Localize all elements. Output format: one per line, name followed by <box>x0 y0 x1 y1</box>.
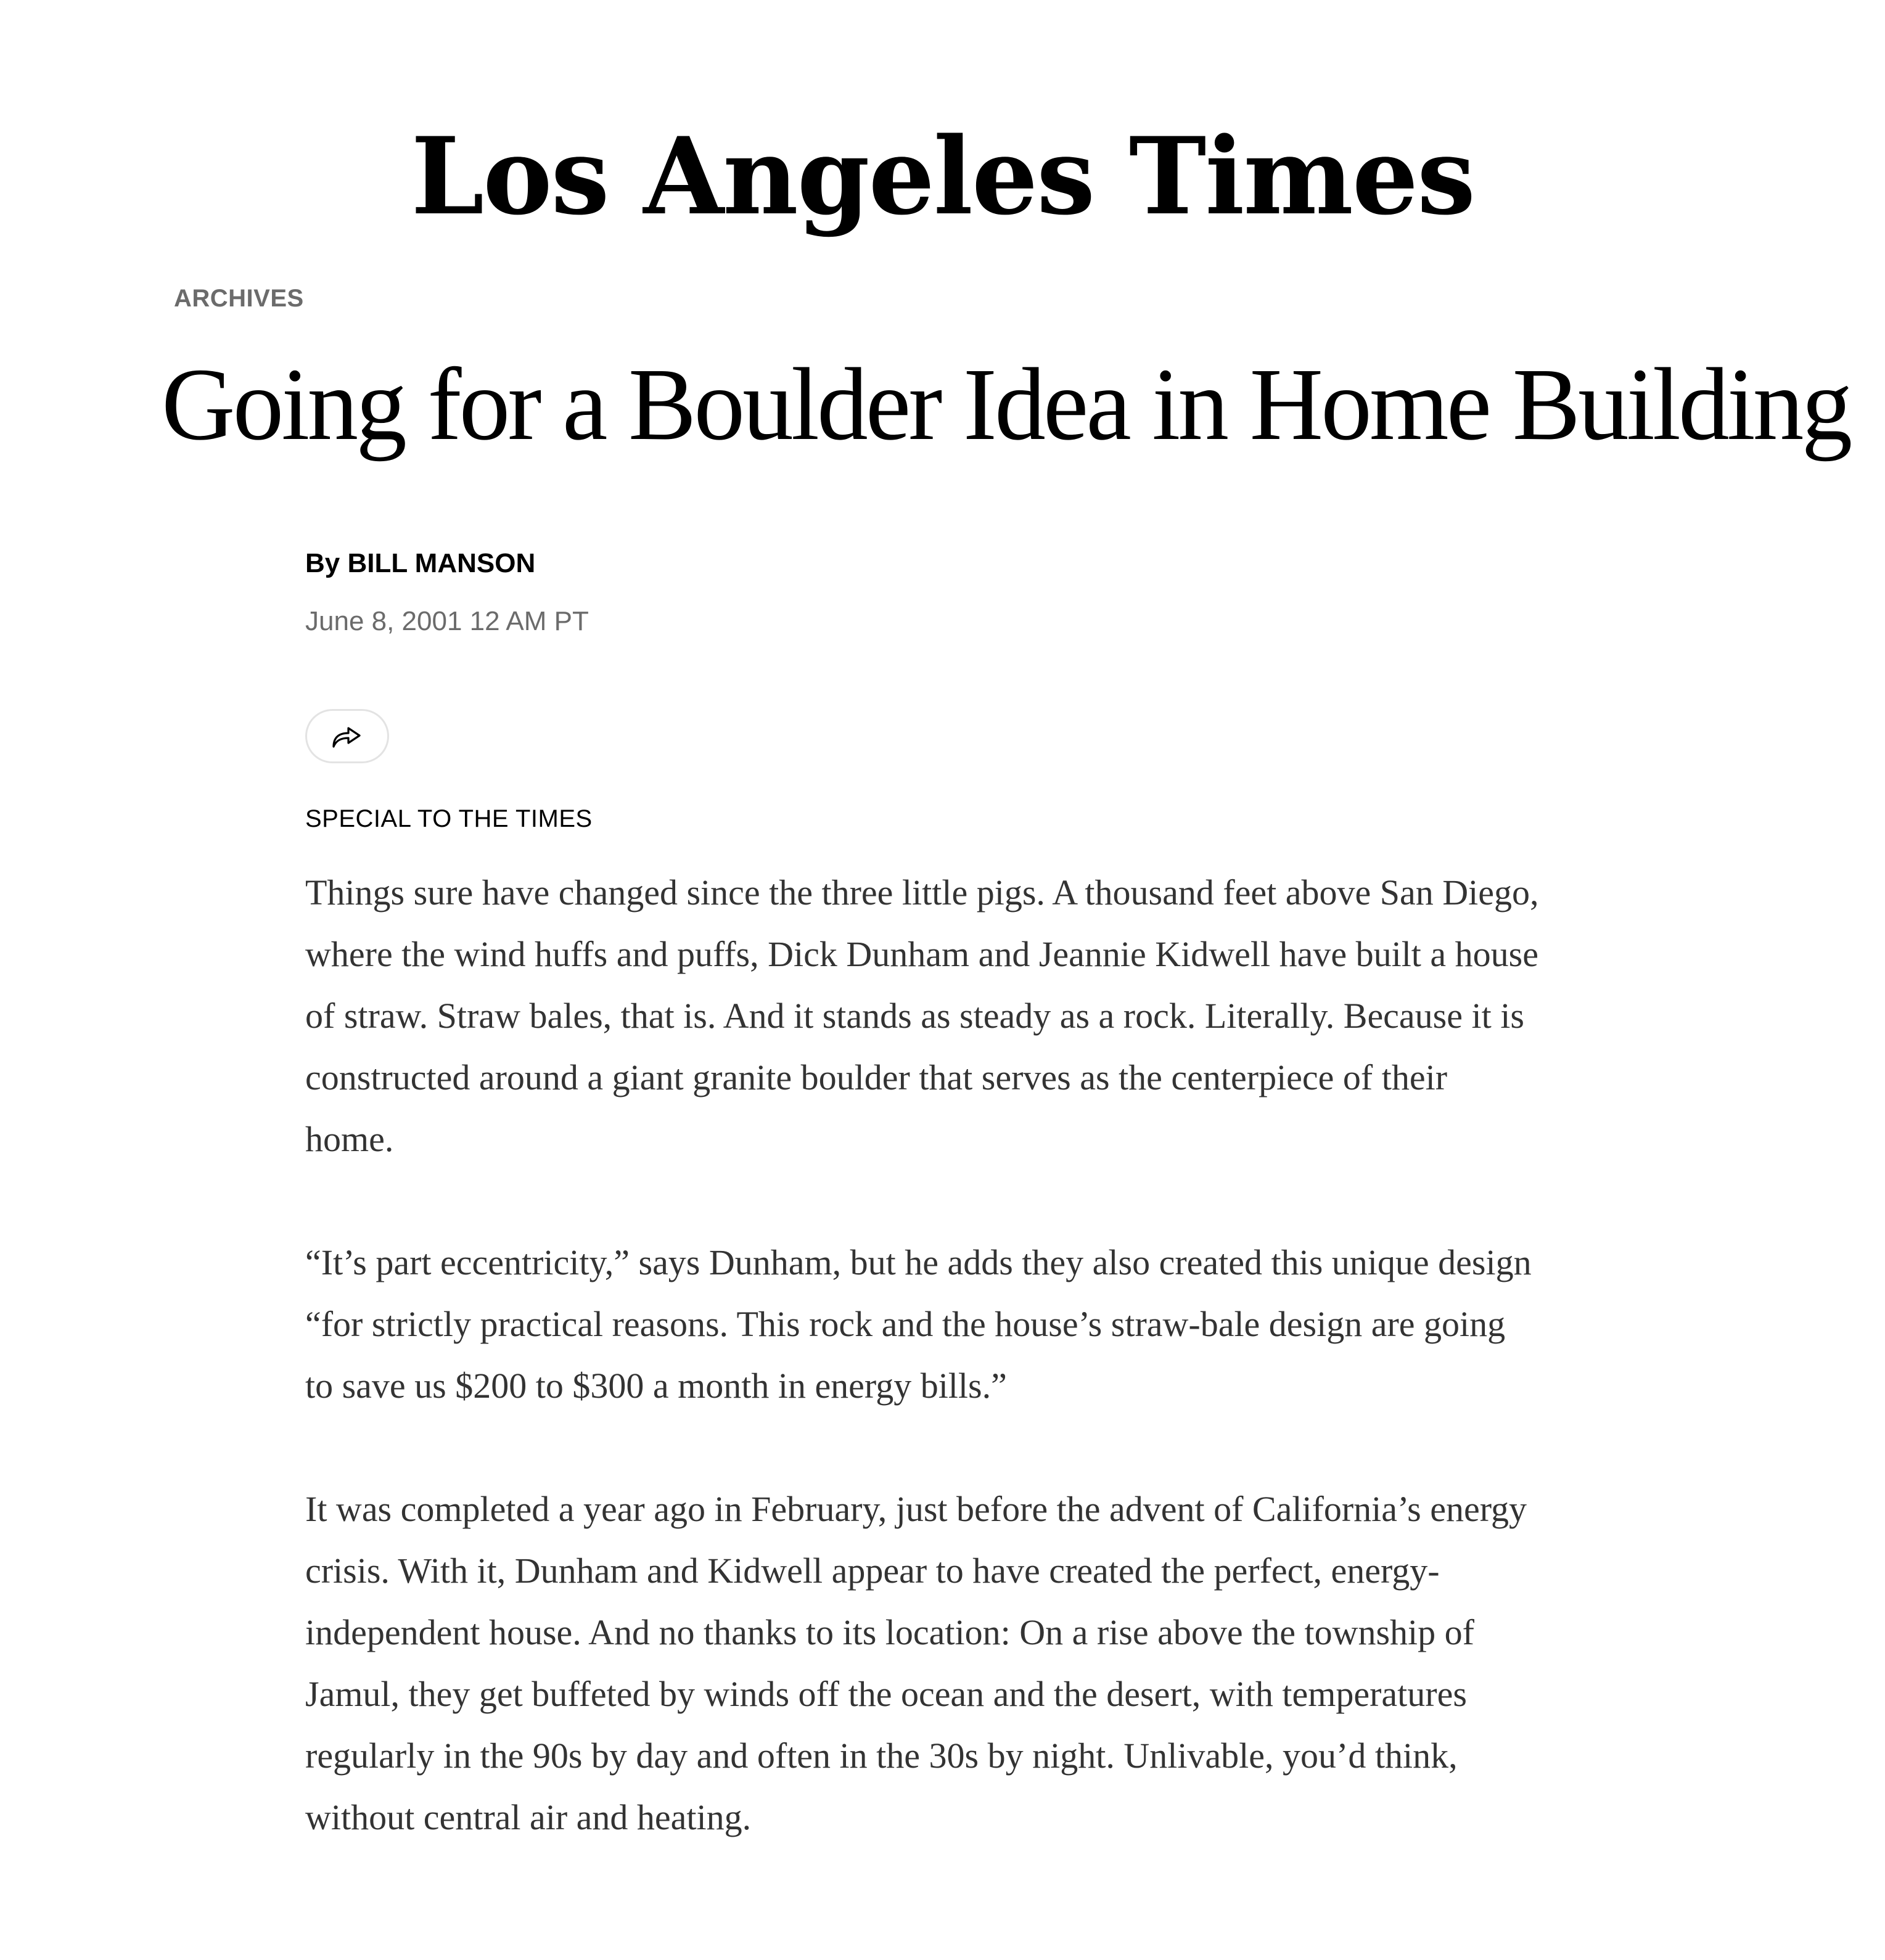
paragraph-line: regularly in the 90s by day and often in the 30s by night. Unlivable, you’d think, <box>305 1736 1458 1776</box>
paragraph-line: It was completed a year ago in February, just before the advent of California’s energy <box>305 1489 1527 1529</box>
paragraph-line: constructed around a giant granite boulder that serves as the centerpiece of their <box>305 1057 1448 1097</box>
publish-date: June 8, 2001 12 AM PT <box>305 606 589 636</box>
paragraph-line: to save us $200 to $300 a month in energy bills.” <box>305 1366 1007 1406</box>
article-paragraph-2 <box>305 1232 1711 1417</box>
paragraph-line: Jamul, they get buffeted by winds off the ocean and the desert, with temperatures <box>305 1674 1467 1714</box>
article-body <box>305 795 1711 1848</box>
share-button[interactable] <box>305 709 389 763</box>
article-paragraph-3 <box>305 1478 1711 1848</box>
paragraph-line: crisis. With it, Dunham and Kidwell appear to have created the perfect, energy- <box>305 1551 1440 1591</box>
paragraph-line: “It’s part eccentricity,” says Dunham, but he adds they also created this unique design <box>305 1242 1532 1282</box>
byline-block <box>305 543 1723 635</box>
paragraph-line: “for strictly practical reasons. This rock and the house’s straw-bale design are going <box>305 1304 1506 1344</box>
author-link[interactable]: BILL MANSON <box>347 548 536 578</box>
byline <box>305 550 1723 577</box>
paragraph-line: without central air and heating. <box>305 1797 752 1837</box>
article-headline: Going for a Boulder Idea in Home Building <box>162 347 1850 462</box>
masthead <box>0 113 1885 239</box>
paragraph-line: home. <box>305 1119 394 1159</box>
section-label-archives[interactable]: ARCHIVES <box>174 285 304 312</box>
share-arrow-icon <box>329 720 366 753</box>
paragraph-line: where the wind huffs and puffs, Dick Dunham and Jeannie Kidwell have built a house <box>305 934 1538 974</box>
site-logo[interactable]: Los Angeles Times <box>411 113 1474 239</box>
paragraph-line: Things sure have changed since the three little pigs. A thousand feet above San Diego, <box>305 872 1539 912</box>
paragraph-line: of straw. Straw bales, that is. And it stands as steady as a rock. Literally. Because it is <box>305 996 1524 1036</box>
article-credit: SPECIAL TO THE TIMES <box>305 805 593 832</box>
paragraph-line: independent house. And no thanks to its location: On a rise above the township of <box>305 1612 1474 1652</box>
byline-prefix: By <box>305 548 340 578</box>
article-paragraph-1 <box>305 862 1711 1170</box>
